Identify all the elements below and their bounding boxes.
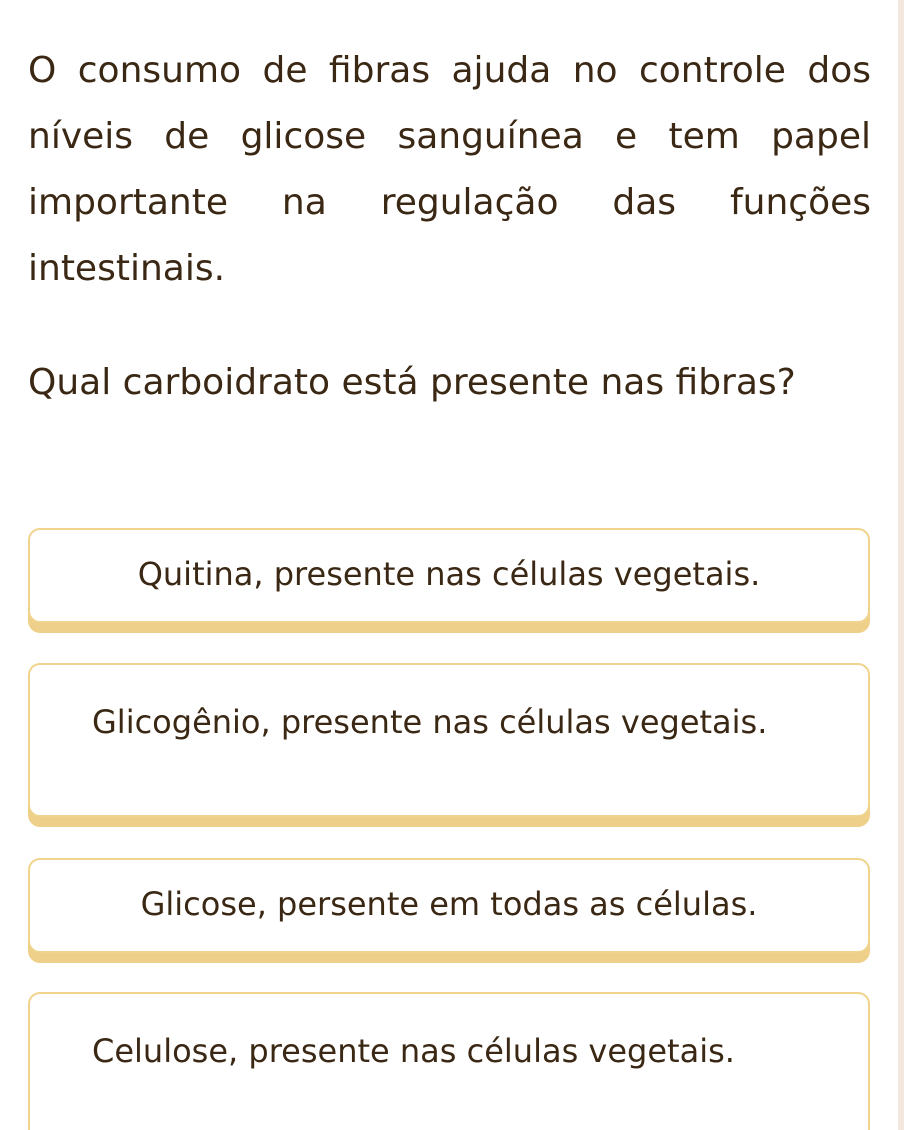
- answer-option-b[interactable]: [28, 663, 870, 817]
- question-prompt: Qual carboidrato está presente nas fibras?: [28, 362, 796, 403]
- answer-option-label: Quitina, presente nas células vegetais.: [137, 554, 761, 593]
- scroll-rail: [898, 0, 904, 1130]
- question-text: [28, 38, 871, 416]
- answer-option-c[interactable]: [28, 858, 870, 953]
- question-context: O consumo de fibras ajuda no controle dos níveis de glicose sanguínea e tem papel importante na regulação das funções intestinais.: [28, 50, 871, 289]
- answer-option-label: Glicose, persente em todas as células.: [140, 884, 758, 923]
- answer-option-label: Glicogênio, presente nas células vegetais.: [92, 703, 768, 741]
- answer-option-label: Celulose, presente nas células vegetais.: [92, 1032, 735, 1070]
- answer-option-d[interactable]: [28, 992, 870, 1130]
- answer-option-a[interactable]: [28, 528, 870, 623]
